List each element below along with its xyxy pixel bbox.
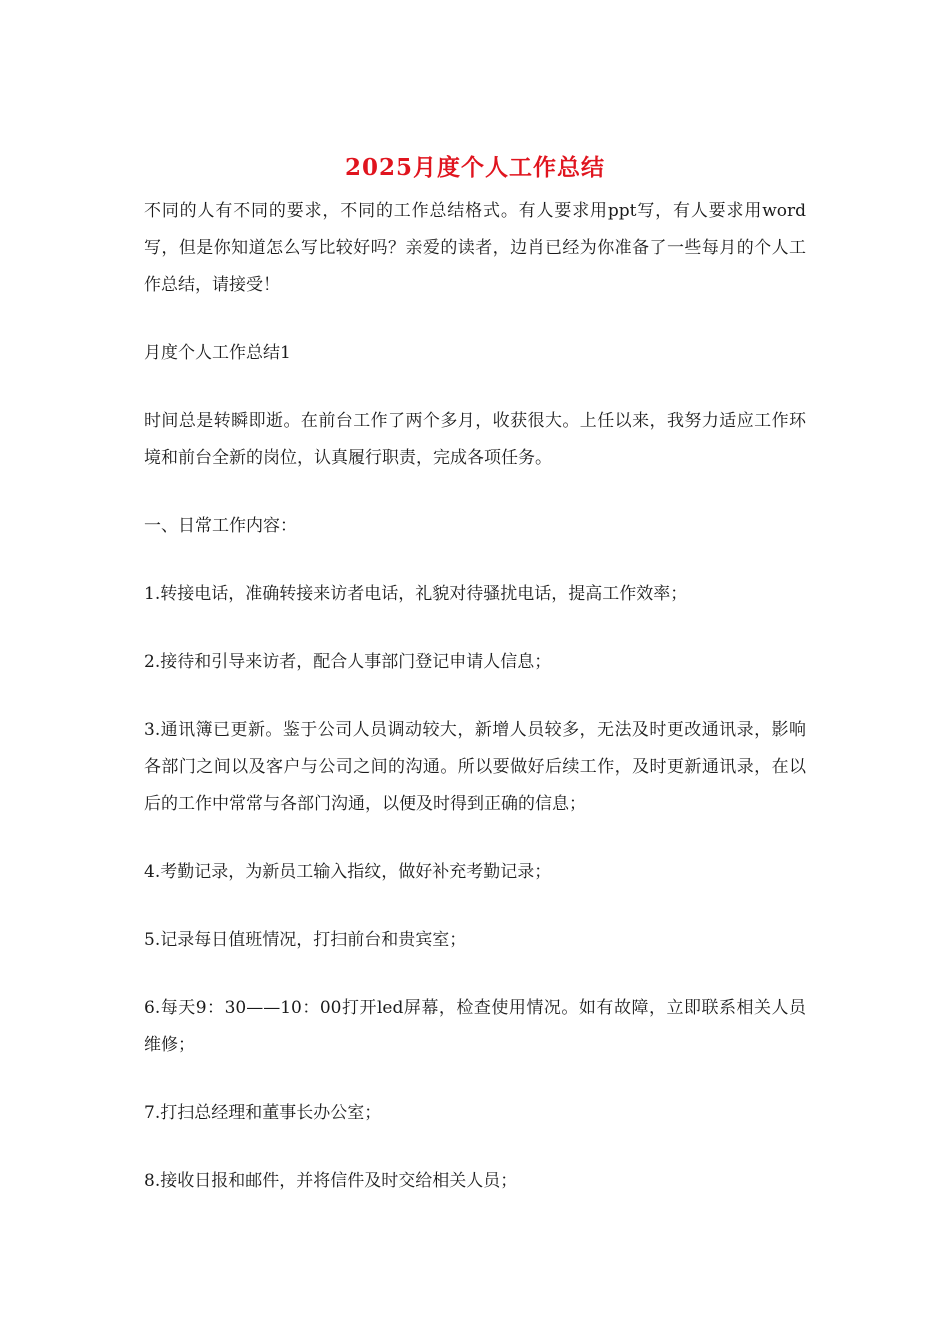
- list-item: 5.记录每日值班情况，打扫前台和贵宾室；: [144, 930, 467, 950]
- list-item: 2.接待和引导来访者，配合人事部门登记申请人信息；: [144, 652, 552, 672]
- subsection-heading: 一、日常工作内容：: [144, 516, 297, 536]
- body-paragraph: 时间总是转瞬即逝。在前台工作了两个多月，收获很大。上任以来，我努力适应工作环境和前台全新的岗位，认真履行职责，完成各项任务。: [144, 411, 806, 468]
- list-item: 6.每天9：30——10：00打开led屏幕，检查使用情况。如有故障，立即联系相关人员维修；: [144, 998, 806, 1055]
- list-item: 4.考勤记录，为新员工输入指纹，做好补充考勤记录；: [144, 862, 552, 882]
- document-body: [144, 193, 806, 1231]
- document-title: 2025月度个人工作总结: [344, 154, 605, 181]
- list-item: 8.接收日报和邮件，并将信件及时交给相关人员；: [144, 1171, 518, 1191]
- section-heading: 月度个人工作总结1: [144, 343, 291, 363]
- list-item: 7.打扫总经理和董事长办公室；: [144, 1103, 382, 1123]
- intro-paragraph: 不同的人有不同的要求，不同的工作总结格式。有人要求用ppt写，有人要求用word写，但是你知道怎么写比较好吗？亲爱的读者，边肖已经为你准备了一些每月的个人工作总结，请接受！: [144, 201, 806, 295]
- list-item: 1.转接电话，准确转接来访者电话，礼貌对待骚扰电话，提高工作效率；: [144, 584, 688, 604]
- list-item: 3.通讯簿已更新。鉴于公司人员调动较大，新增人员较多，无法及时更改通讯录，影响各部门之间以及客户与公司之间的沟通。所以要做好后续工作，及时更新通讯录，在以后的工作中常常与各部门沟通，以便及时得到正确的信息；: [144, 720, 806, 814]
